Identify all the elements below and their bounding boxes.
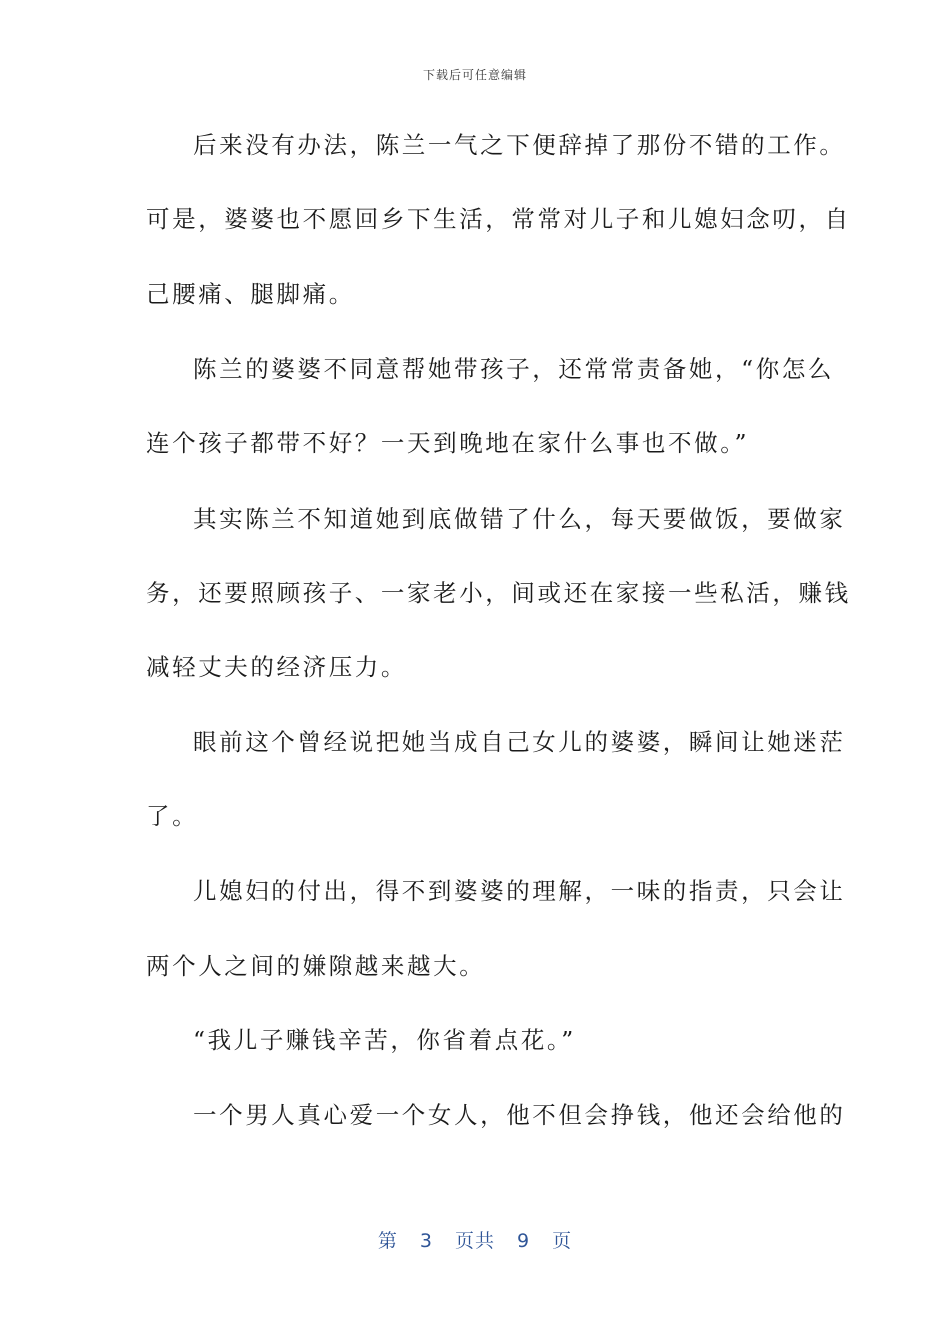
body-line-9: 眼前这个曾经说把她当成自己女儿的婆婆，瞬间让她迷茫 (193, 728, 846, 756)
page-footer (0, 1226, 950, 1253)
body-line-12: 两个人之间的嫌隙越来越大。 (146, 952, 486, 980)
footer-prefix: 第 (377, 1230, 398, 1252)
footer-middle: 页共 (454, 1230, 495, 1252)
body-line-13: “我儿子赚钱辛苦，你省着点花。” (193, 1026, 576, 1054)
footer-total-pages: 9 (517, 1230, 531, 1252)
body-line-3: 己腰痛、腿脚痛。 (146, 280, 355, 308)
body-line-7: 务，还要照顾孩子、一家老小，间或还在家接一些私活，赚钱 (146, 579, 851, 607)
body-line-2: 可是，婆婆也不愿回乡下生活，常常对儿子和儿媳妇念叨，自 (146, 205, 851, 233)
body-line-6: 其实陈兰不知道她到底做错了什么，每天要做饭，要做家 (193, 505, 846, 533)
body-line-10: 了。 (146, 802, 199, 830)
footer-current-page: 3 (419, 1230, 433, 1252)
body-line-11: 儿媳妇的付出，得不到婆婆的理解，一味的指责，只会让 (193, 877, 846, 905)
body-line-4: 陈兰的婆婆不同意帮她带孩子，还常常责备她，“你怎么 (193, 355, 835, 383)
body-line-8: 减轻丈夫的经济压力。 (146, 653, 407, 681)
body-line-14: 一个男人真心爱一个女人，他不但会挣钱，他还会给他的 (193, 1101, 846, 1129)
footer-suffix: 页 (552, 1230, 573, 1252)
page-header: 下载后可任意编辑 (422, 68, 527, 82)
body-line-5: 连个孩子都带不好？一天到晚地在家什么事也不做。” (146, 429, 750, 457)
body-line-1: 后来没有办法，陈兰一气之下便辞掉了那份不错的工作。 (193, 131, 846, 159)
